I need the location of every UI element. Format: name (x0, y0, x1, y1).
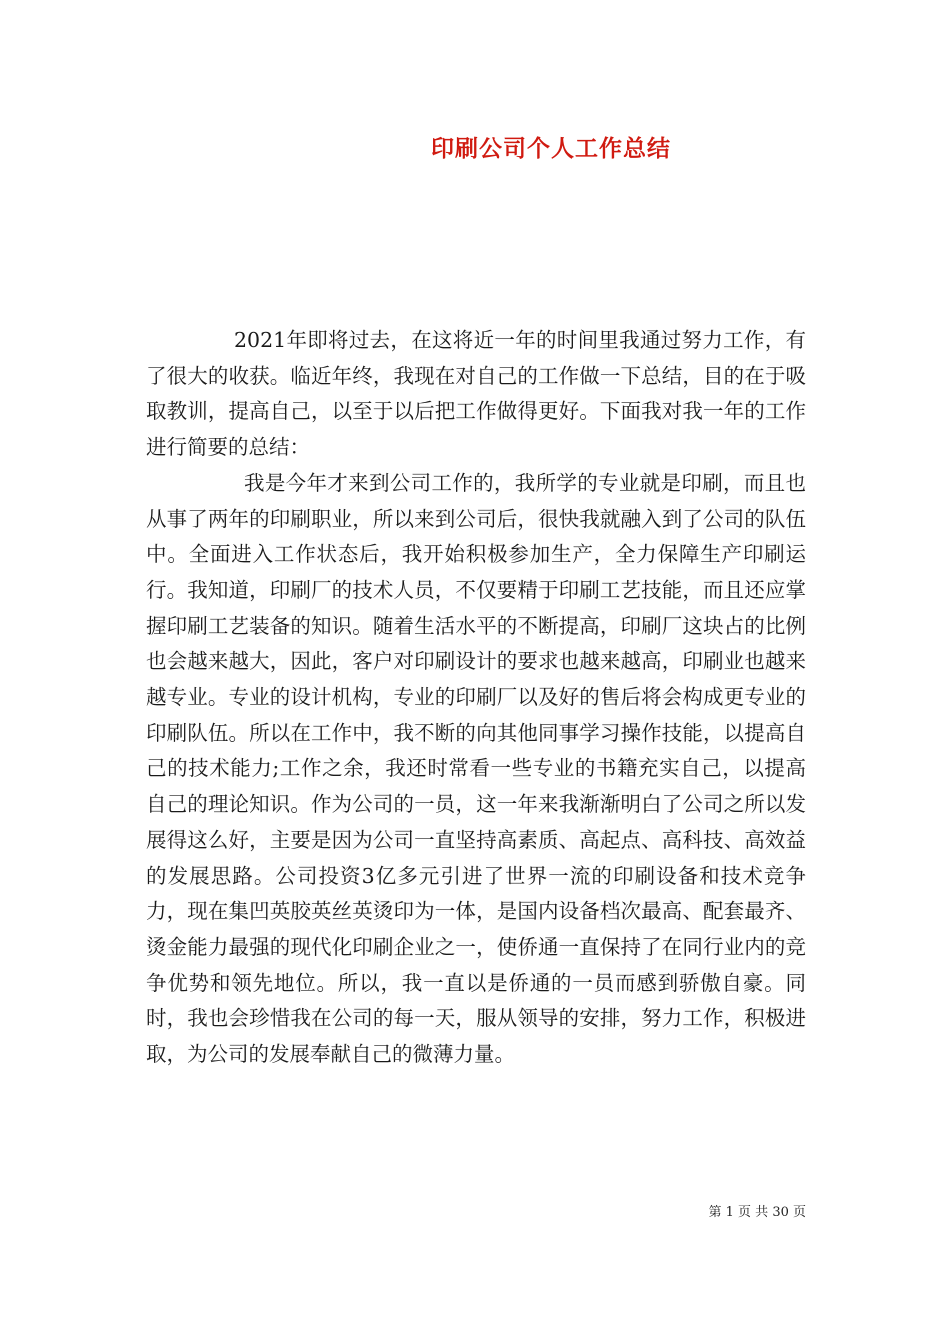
document-title: 印刷公司个人工作总结 (431, 135, 671, 162)
page-number: 第 1 页 共 30 页 (708, 1205, 806, 1220)
paragraph-main: 我是今年才来到公司工作的，我所学的专业就是印刷，而且也从事了两年的印刷职业，所以来到公司后，很快我就融入到了公司的队伍中。全面进入工作状态后，我开始积极参加生产，全力保障生产印刷运行。我知道，印刷厂的技术人员，不仅要精于印刷工艺技能，而且还应掌握印刷工艺装备的知识。随着生活水平的不断提高，印刷厂这块占的比例也会越来越大，因此，客户对印刷设计的要求也越来越高，印刷业也越来越专业。专业的设计机构，专业的印刷厂以及好的售后将会构成更专业的印刷队伍。所以在工作中，我不断的向其他同事学习操作技能，以提高自己的技术能力;工作之余，我还时常看一些专业的书籍充实自己，以提高自己的理论知识。作为公司的一员，这一年来我渐渐明白了公司之所以发展得这么好，主要是因为公司一直坚持高素质、高起点、高科技、高效益的发展思路。公司投资3亿多元引进了世界一流的印刷设备和技术竞争力，现在集凹英胶英丝英烫印为一体，是国内设备档次最高、配套最齐、烫金能力最强的现代化印刷企业之一，使侨通一直保持了在同行业内的竞争优势和领先地位。所以，我一直以是侨通的一员而感到骄傲自豪。同时，我也会珍惜我在公司的每一天，服从领导的安排，努力工作，积极进取，为公司的发展奉献自己的微薄力量。 (146, 470, 806, 1067)
document-body (146, 323, 806, 1073)
paragraph-intro: 2021年即将过去，在这将近一年的时间里我通过努力工作，有了很大的收获。临近年终，我现在对自己的工作做一下总结，目的在于吸取教训，提高自己，以至于以后把工作做得更好。下面我对我一年的工作进行简要的总结： (146, 328, 806, 460)
